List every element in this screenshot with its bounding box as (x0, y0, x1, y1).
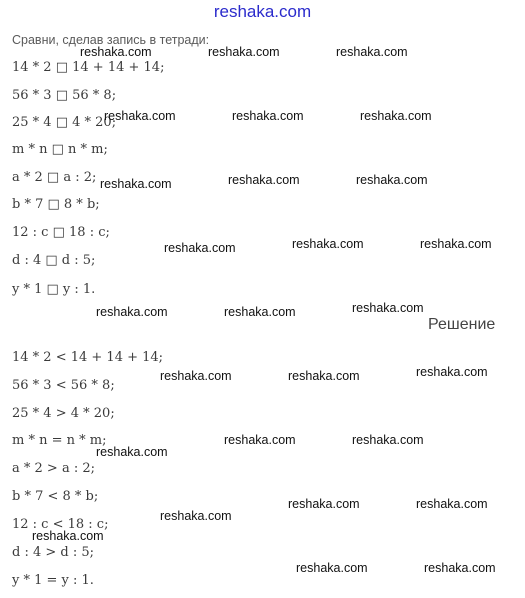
watermark-text: reshaka.com (296, 561, 368, 575)
watermark-text: reshaka.com (288, 369, 360, 383)
watermark-text: reshaka.com (352, 301, 424, 315)
watermark-text: reshaka.com (292, 237, 364, 251)
task-instruction: Сравни, сделав запись в тетради: (12, 33, 210, 47)
exercise-line: 14 * 2 □ 14 + 14 + 14; (12, 60, 165, 75)
watermark-text: reshaka.com (336, 45, 408, 59)
exercise-line: 25 * 4 □ 4 * 20; (12, 115, 117, 130)
solution-line: m * n = n * m; (12, 433, 107, 448)
exercise-line: b * 7 □ 8 * b; (12, 197, 100, 212)
watermark-text: reshaka.com (96, 305, 168, 319)
watermark-text: reshaka.com (420, 237, 492, 251)
solution-line: d : 4 > d : 5; (12, 545, 95, 560)
solution-line: y * 1 = y : 1. (12, 573, 94, 588)
watermark-text: reshaka.com (224, 305, 296, 319)
watermark-text: reshaka.com (416, 497, 488, 511)
site-header[interactable]: reshaka.com (213, 2, 312, 21)
watermark-text: reshaka.com (208, 45, 280, 59)
watermark-text: reshaka.com (160, 509, 232, 523)
watermark-text: reshaka.com (104, 109, 176, 123)
solution-line: b * 7 < 8 * b; (12, 489, 99, 504)
exercise-line: d : 4 □ d : 5; (12, 253, 96, 268)
solution-line: 25 * 4 > 4 * 20; (12, 406, 115, 421)
watermark-text: reshaka.com (100, 177, 172, 191)
watermark-text: reshaka.com (96, 445, 168, 459)
watermark-text: reshaka.com (32, 529, 104, 543)
watermark-text: reshaka.com (160, 369, 232, 383)
solution-line: 12 : c < 18 : c; (12, 517, 109, 532)
watermark-text: reshaka.com (224, 433, 296, 447)
exercise-line: m * n □ n * m; (12, 142, 108, 157)
watermark-text: reshaka.com (164, 241, 236, 255)
solution-heading: Решение (428, 316, 496, 333)
watermark-text: reshaka.com (232, 109, 304, 123)
watermark-text: reshaka.com (228, 173, 300, 187)
watermark-text: reshaka.com (424, 561, 496, 575)
watermark-text: reshaka.com (416, 365, 488, 379)
exercise-line: 12 : c □ 18 : c; (12, 225, 110, 240)
watermark-text: reshaka.com (80, 45, 152, 59)
exercise-line: a * 2 □ a : 2; (12, 170, 97, 185)
exercise-line: 56 * 3 □ 56 * 8; (12, 88, 117, 103)
solution-line: 14 * 2 < 14 + 14 + 14; (12, 350, 164, 365)
watermark-text: reshaka.com (356, 173, 428, 187)
exercise-line: y * 1 □ y : 1. (12, 282, 96, 297)
watermark-text: reshaka.com (288, 497, 360, 511)
watermark-text: reshaka.com (352, 433, 424, 447)
solution-line: 56 * 3 < 56 * 8; (12, 378, 115, 393)
watermark-text: reshaka.com (360, 109, 432, 123)
solution-line: a * 2 > a : 2; (12, 461, 95, 476)
